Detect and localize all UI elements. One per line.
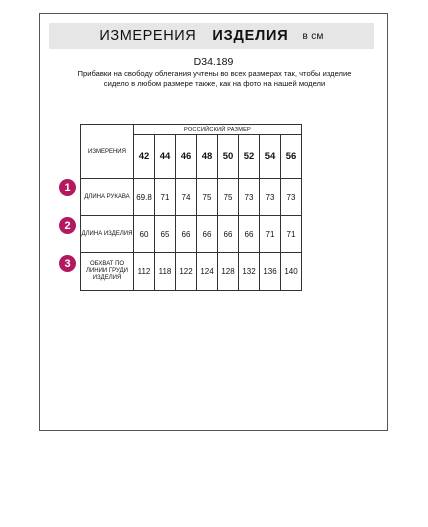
table-cell: 71 bbox=[260, 216, 281, 253]
table-cell: 73 bbox=[239, 179, 260, 216]
size-header: 48 bbox=[197, 135, 218, 179]
row-number-badge: 3 bbox=[59, 255, 76, 272]
size-header: 50 bbox=[218, 135, 239, 179]
table-cell: 75 bbox=[218, 179, 239, 216]
table-cell: 69.8 bbox=[134, 179, 155, 216]
size-header: 52 bbox=[239, 135, 260, 179]
title-measurements: ИЗМЕРЕНИЯ bbox=[99, 28, 197, 44]
table-cell: 128 bbox=[218, 253, 239, 291]
table-cell: 132 bbox=[239, 253, 260, 291]
row-label: ДЛИНА ИЗДЕЛИЯ bbox=[81, 216, 134, 253]
title-item: ИЗДЕЛИЯ bbox=[212, 28, 289, 44]
title-bar bbox=[49, 23, 374, 49]
measurements-header: ИЗМЕРЕНИЯ bbox=[81, 125, 134, 179]
size-chart-card bbox=[39, 13, 388, 431]
size-table bbox=[80, 124, 302, 291]
title-unit: в см bbox=[302, 30, 324, 42]
row-number-badge: 1 bbox=[59, 179, 76, 196]
table-row bbox=[81, 179, 302, 216]
size-system-header: РОССИЙСКИЙ РАЗМЕР bbox=[134, 125, 302, 135]
table-cell: 75 bbox=[197, 179, 218, 216]
table-cell: 71 bbox=[281, 216, 302, 253]
size-header: 54 bbox=[260, 135, 281, 179]
table-cell: 73 bbox=[260, 179, 281, 216]
product-code: D34.189 bbox=[193, 56, 234, 68]
table-cell: 66 bbox=[218, 216, 239, 253]
table-row bbox=[81, 216, 302, 253]
table-cell: 74 bbox=[176, 179, 197, 216]
table-row bbox=[81, 253, 302, 291]
table-cell: 66 bbox=[239, 216, 260, 253]
size-header: 46 bbox=[176, 135, 197, 179]
table-cell: 122 bbox=[176, 253, 197, 291]
table-cell: 65 bbox=[155, 216, 176, 253]
table-cell: 112 bbox=[134, 253, 155, 291]
table-cell: 118 bbox=[155, 253, 176, 291]
row-label: ОБХВАТ ПО ЛИНИИ ГРУДИ ИЗДЕЛИЯ bbox=[81, 253, 134, 291]
size-header: 44 bbox=[155, 135, 176, 179]
fit-note: Прибавки на свободу облегания учтены во всех размерах так, чтобы изделие сидело в любом размере также, как на фото на нашей модели bbox=[77, 69, 352, 88]
table-cell: 140 bbox=[281, 253, 302, 291]
row-label: ДЛИНА РУКАВА bbox=[81, 179, 134, 216]
table-cell: 66 bbox=[176, 216, 197, 253]
table-cell: 66 bbox=[197, 216, 218, 253]
size-header: 56 bbox=[281, 135, 302, 179]
size-header: 42 bbox=[134, 135, 155, 179]
table-cell: 71 bbox=[155, 179, 176, 216]
table-cell: 60 bbox=[134, 216, 155, 253]
table-cell: 73 bbox=[281, 179, 302, 216]
row-number-badge: 2 bbox=[59, 217, 76, 234]
table-cell: 136 bbox=[260, 253, 281, 291]
table-cell: 124 bbox=[197, 253, 218, 291]
